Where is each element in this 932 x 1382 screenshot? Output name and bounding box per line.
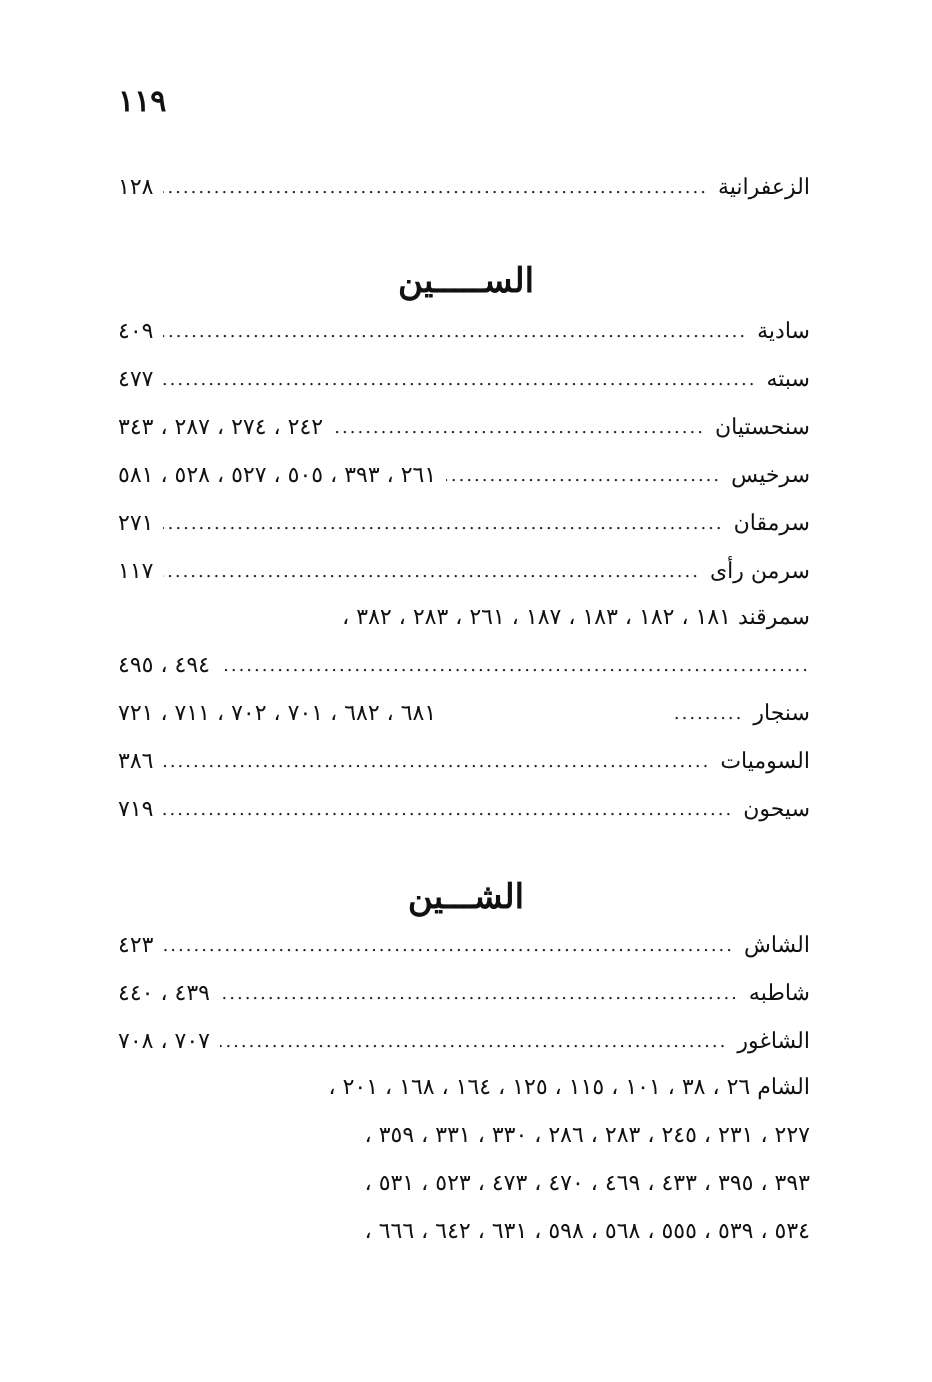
leader-dots [163, 168, 708, 208]
entry-name: سنحستيان [714, 415, 810, 440]
entry-pages: ٤٩٤ ، ٤٩٥ [118, 653, 210, 678]
index-entry-continuation [118, 646, 810, 686]
entry-pages: ٢٢٧ ، ٢٣١ ، ٢٤٥ ، ٢٨٣ ، ٢٨٦ ، ٣٣٠ ، ٣٣١ ، ٣٥٩ ، [364, 1123, 810, 1148]
section-heading-sheen: الشـــين [407, 877, 525, 917]
index-entry [118, 312, 810, 352]
entry-name: سنجار [753, 701, 810, 726]
entry-name: السوميات [720, 749, 810, 774]
entry-name: سبته [766, 367, 810, 392]
index-entry [118, 974, 810, 1014]
index-entry [118, 360, 810, 400]
entry-pages: ٢٤٢ ، ٢٧٤ ، ٢٨٧ ، ٣٤٣ [118, 415, 324, 440]
index-entry [118, 1068, 810, 1108]
entry-name: الزعفرانية [717, 175, 810, 200]
entry-name: الشاش [744, 933, 810, 958]
entry-pages: ٤٠٩ [118, 319, 154, 344]
section-heading-seen: الســـــين [397, 261, 535, 301]
entry-name: سرمن رأى [709, 559, 810, 584]
entry-pages: ٤٢٣ [118, 933, 154, 958]
leader-dots [673, 694, 743, 734]
index-entry [118, 694, 810, 734]
leader-dots [163, 552, 699, 592]
index-entry [118, 598, 810, 638]
entry-pages: ٢٧١ [118, 511, 154, 536]
leader-dots [163, 360, 756, 400]
entry-name: سادية [757, 319, 810, 344]
entry-pages: ٥٣٤ ، ٥٣٩ ، ٥٥٥ ، ٥٦٨ ، ٥٩٨ ، ٦٣١ ، ٦٤٢ ، ٦٦٦ ، [364, 1219, 810, 1244]
leader-dots [163, 312, 747, 352]
index-entry [118, 504, 810, 544]
entry-pages: ٧١٩ [118, 797, 154, 822]
entry-pages: ٦٨١ ، ٦٨٢ ، ٧٠١ ، ٧٠٢ ، ٧١١ ، ٧٢١ [118, 701, 437, 726]
entry-pages: سمرقند ١٨١ ، ١٨٢ ، ١٨٣ ، ١٨٧ ، ٢٦١ ، ٢٨٣ ، ٣٨٢ ، [342, 605, 810, 630]
entry-name: سرخيس [731, 463, 810, 488]
entry-pages: الشام ٢٦ ، ٣٨ ، ١٠١ ، ١١٥ ، ١٢٥ ، ١٦٤ ، ١٦٨ ، ٢٠١ ، [328, 1075, 810, 1100]
index-entry-continuation [118, 1116, 810, 1156]
index-entry [118, 168, 810, 208]
entry-name: سيحون [743, 797, 810, 822]
entry-pages: ٤٣٩ ، ٤٤٠ [118, 981, 210, 1006]
entry-pages: ٢٦١ ، ٣٩٣ ، ٥٠٥ ، ٥٢٧ ، ٥٢٨ ، ٥٨١ [118, 463, 437, 488]
index-entry-continuation [118, 1164, 810, 1204]
index-entry [118, 790, 810, 830]
index-entry [118, 926, 810, 966]
entry-pages: ٣٨٦ [118, 749, 154, 774]
page-number: ١١٩ [118, 84, 167, 119]
leader-dots [163, 926, 734, 966]
index-entry-continuation [118, 1212, 810, 1252]
index-entry [118, 552, 810, 592]
leader-dots [220, 1022, 727, 1062]
leader-dots [163, 504, 723, 544]
index-entry [118, 456, 810, 496]
entry-pages: ٧٠٧ ، ٧٠٨ [118, 1029, 210, 1054]
leader-dots [446, 456, 721, 496]
index-entry [118, 742, 810, 782]
leader-dots [220, 974, 739, 1014]
leader-dots [220, 646, 810, 686]
entry-name: شاطبه [748, 981, 810, 1006]
leader-dots [163, 790, 733, 830]
entry-pages: ١٢٨ [118, 175, 154, 200]
index-entry [118, 1022, 810, 1062]
entry-name: الشاغور [737, 1029, 810, 1054]
entry-pages: ٤٧٧ [118, 367, 154, 392]
entry-name: سرمقان [733, 511, 810, 536]
leader-dots [333, 408, 705, 448]
entry-pages: ٣٩٣ ، ٣٩٥ ، ٤٣٣ ، ٤٦٩ ، ٤٧٠ ، ٤٧٣ ، ٥٢٣ ، ٥٣١ ، [364, 1171, 810, 1196]
entry-pages: ١١٧ [118, 559, 154, 584]
index-entry [118, 408, 810, 448]
leader-dots [163, 742, 710, 782]
